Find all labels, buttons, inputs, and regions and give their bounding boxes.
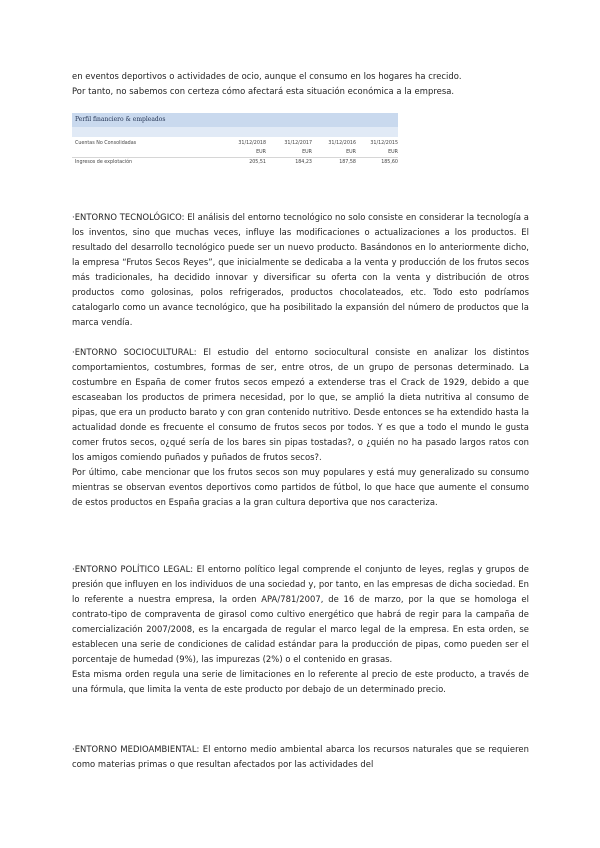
column-header: 31/12/2016 bbox=[328, 141, 356, 146]
table-title: Perfil financiero & empleados bbox=[72, 113, 398, 127]
currency-cell: EUR bbox=[256, 150, 266, 155]
currency-row bbox=[72, 148, 398, 157]
table-cell: 184,23 bbox=[295, 160, 312, 165]
intro-line-1: en eventos deportivos o actividades de ocio, aunque el consumo en los hogares ha crecido. bbox=[72, 71, 462, 81]
section-paragraph: ·ENTORNO SOCIOCULTURAL: El estudio del entorno sociocultural consiste en analizar los distintos comportamientos, costumbres, formas de ser, entre otros, de un grupo de personas determinado. La costumbre en España de comer frutos secos empezó a extenderse tras el Crack de 1929, debido a que escaseaban los productos de primera necesidad, por lo que, se amplió la dieta nutritiva al consumo de pipas, que era un producto barato y con gran contenido nutritivo. Desde entonces se ha extendido hasta la actualidad donde es frecuente el consumo de frutos secos por todos. Y es que a todo el mundo le gusta comer frutos secos, o¿qué sería de los bares sin pipas tostadas?, o ¿quién no ha pasado largos ratos con los amigos comiendo puñados y puñados de frutos secos?. bbox=[72, 347, 529, 462]
section-paragraph: ·ENTORNO MEDIOAMBIENTAL: El entorno medio ambiental abarca los recursos naturales que se requieren como materias primas o que resultan afectados por las actividades del bbox=[72, 744, 529, 769]
intro-line-2: Por tanto, no sabemos con certeza cómo afectará esta situación económica a la empresa. bbox=[72, 86, 455, 96]
table-cell: 205,51 bbox=[249, 160, 266, 165]
table-header-band bbox=[72, 127, 398, 137]
column-header: 31/12/2017 bbox=[284, 141, 312, 146]
currency-cell: EUR bbox=[302, 150, 312, 155]
section-paragraph: ·ENTORNO POLÍTICO LEGAL: El entorno político legal comprende el conjunto de leyes, reglas y grupos de presión que influyen en los individuos de una sociedad y, por tanto, en las empresas de dicha sociedad. En lo referente a nuestra empresa, la orden APA/781/2007, de 16 de marzo, por la que se homologa el contrato-tipo de compraventa de girasol como cultivo energético que habrá de regir para la campaña de comercialización 2007/2008, es la encargada de regular el marco legal de la empresa. En esta orden, se establecen una serie de condiciones de calidad estándar para la producción de pipas, como pueden ser el porcentaje de humedad (9%), las impurezas (2%) o el contenido en grasas. bbox=[72, 564, 529, 664]
table-row bbox=[72, 158, 398, 167]
section-entorno-sociocultural bbox=[72, 345, 529, 510]
table-header-row bbox=[72, 139, 398, 148]
table-cell: 187,58 bbox=[339, 160, 356, 165]
section-paragraph: Esta misma orden regula una serie de limitaciones en lo referente al precio de este producto, a través de una fórmula, que limita la venta de este producto por debajo de un determinado precio. bbox=[72, 669, 529, 694]
section-paragraph: Por último, cabe mencionar que los frutos secos son muy populares y está muy generalizado su consumo mientras se observan eventos deportivos como partidos de fútbol, lo que hace que aumente el consumo de estos productos en España gracias a la gran cultura deportiva que nos caracteriza. bbox=[72, 467, 529, 507]
row-header-label: Cuentas No Consolidadas bbox=[75, 141, 137, 146]
section-entorno-politico-legal bbox=[72, 562, 529, 697]
section-paragraph: ·ENTORNO TECNOLÓGICO: El análisis del entorno tecnológico no solo consiste en considerar la tecnología a los inventos, sino que muchas veces, influye las modificaciones o actualizaciones a los productos. El resultado del desarrollo tecnológico puede ser un nuevo producto. Basándonos en lo anteriormente dicho, la empresa “Frutos Secos Reyes”, que inicialmente se dedicaba a la venta y producción de los frutos secos más tradicionales, ha decidido innovar y diversificar su oferta con la venta y distribución de otros productos como golosinas, polos refrigerados, productos chocolateados, etc. Todo esto podríamos catalogarlo como un avance tecnológico, que ha posibilitado la expansión del número de productos que la marca vendía. bbox=[72, 212, 529, 327]
column-header: 31/12/2018 bbox=[238, 141, 266, 146]
financial-profile-table bbox=[72, 113, 398, 167]
currency-cell: EUR bbox=[388, 150, 398, 155]
table-cell: 185,60 bbox=[381, 160, 398, 165]
section-entorno-medioambiental bbox=[72, 742, 529, 772]
row-label: Ingresos de explotación bbox=[75, 160, 133, 165]
section-entorno-tecnologico bbox=[72, 210, 529, 330]
column-header: 31/12/2015 bbox=[370, 141, 398, 146]
intro-paragraph bbox=[72, 69, 529, 99]
currency-cell: EUR bbox=[346, 150, 356, 155]
